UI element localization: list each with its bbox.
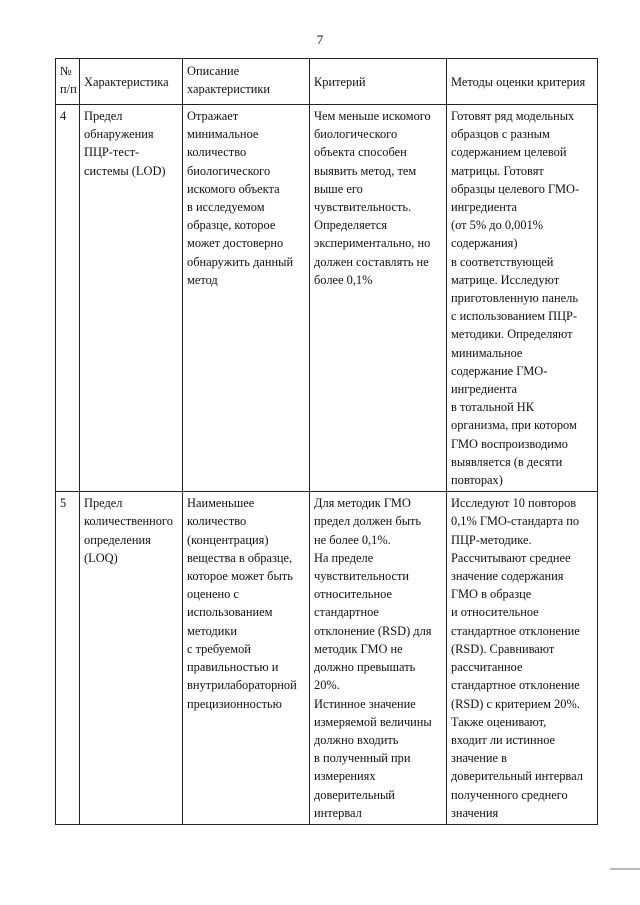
text-line: которое может быть: [187, 569, 293, 584]
text-line: интервал: [314, 805, 362, 820]
text-line: выше его: [314, 181, 363, 196]
text-line: биологического: [187, 163, 271, 178]
text-line: измеряемой величины: [314, 714, 432, 729]
text-line: 0,1% ГМО-стандарта по: [451, 514, 580, 529]
text-line: доверительный: [314, 787, 395, 802]
text-line: количественного: [84, 514, 173, 529]
table-header-row: [56, 59, 598, 105]
text-line: не более 0,1%.: [314, 532, 391, 547]
text-line: матрице. Исследуют: [451, 272, 560, 287]
text-line: внутрилабораторной: [187, 678, 297, 693]
text-line: полученного среднего: [451, 787, 568, 802]
text-line: рассчитанное: [451, 660, 523, 675]
text-line: методики: [187, 623, 238, 638]
text-line: методики. Определяют: [451, 327, 573, 342]
text-line: значения: [451, 805, 499, 820]
header-description: [183, 59, 310, 105]
text-line: вещества в образце,: [187, 550, 293, 565]
text-line: должно превышать: [314, 660, 416, 675]
text-line: должно входить: [314, 732, 399, 747]
text-line: характеристики: [187, 82, 271, 97]
text-line: минимальное: [187, 127, 259, 142]
text-line: объекта способен: [314, 145, 407, 160]
text-line: (LOQ): [84, 550, 118, 565]
table-row: [56, 105, 598, 492]
text-line: Предел: [84, 496, 123, 511]
text-line: ингредиента: [451, 200, 518, 215]
text-line: и относительное: [451, 605, 539, 620]
text-line: в соответствующей: [451, 254, 554, 269]
table-row: [56, 492, 598, 825]
text-line: с требуемой: [187, 641, 251, 656]
text-line: чувствительность.: [314, 200, 412, 215]
page-number: 7: [316, 32, 324, 47]
text-line: более 0,1%: [314, 272, 373, 287]
text-line: метод: [187, 272, 218, 287]
text-line: организма, при котором: [451, 418, 577, 433]
text-line: значение содержания: [451, 569, 564, 584]
text-line: Критерий: [314, 74, 366, 89]
text-line: методик ГМО не: [314, 641, 403, 656]
text-line: ГМО воспроизводимо: [451, 436, 568, 451]
text-line: с использованием ПЦР-: [451, 309, 578, 324]
text-line: стандартное: [314, 605, 379, 620]
text-line: ПЦР-тест-: [84, 145, 140, 160]
row-methods: [447, 105, 598, 492]
text-line: (RSD) с критерием 20%.: [451, 696, 580, 711]
text-line: чувствительности: [314, 569, 410, 584]
text-line: Определяется: [314, 218, 388, 233]
text-line: ГМО в образце: [451, 587, 532, 602]
text-line: в полученный при: [314, 751, 411, 766]
text-line: в исследуемом: [187, 200, 265, 215]
text-line: образцов с разным: [451, 127, 550, 142]
text-line: в тотальной НК: [451, 400, 535, 415]
text-line: отклонение (RSD) для: [314, 623, 432, 638]
header-criterion: [310, 59, 447, 105]
row-characteristic: [80, 105, 183, 492]
row-methods: [447, 492, 598, 825]
text-line: образце, которое: [187, 218, 276, 233]
header-num: [56, 59, 80, 105]
text-line: содержания): [451, 236, 518, 251]
text-line: приготовленную панель: [451, 291, 578, 306]
text-line: Методы оценки критерия: [451, 74, 586, 89]
text-line: стандартное отклонение: [451, 678, 580, 693]
text-line: искомого объекта: [187, 181, 280, 196]
text-line: выявить метод, тем: [314, 163, 417, 178]
text-line: матрицы. Готовят: [451, 163, 544, 178]
row-criterion: [310, 105, 447, 492]
text-line: экспериментально, но: [314, 236, 431, 251]
text-line: Готовят ряд модельных: [451, 109, 575, 123]
text-line: минимальное: [451, 345, 523, 360]
text-line: относительное: [314, 587, 392, 602]
text-line: количество: [187, 145, 247, 160]
text-line: определения: [84, 532, 151, 547]
text-line: измерениях: [314, 769, 376, 784]
text-line: системы (LOD): [84, 163, 166, 178]
row-characteristic: [80, 492, 183, 825]
text-line: Описание: [187, 64, 240, 78]
text-line: ингредиента: [451, 382, 518, 397]
text-line: №: [60, 64, 72, 78]
text-line: образцы целевого ГМО-: [451, 181, 580, 196]
text-line: На пределе: [314, 550, 374, 565]
text-line: прецизионностью: [187, 696, 282, 711]
header-methods: [447, 59, 598, 105]
scan-edge-mark: [610, 868, 640, 870]
text-line: предел должен быть: [314, 514, 422, 529]
text-line: обнаружить данный: [187, 254, 294, 269]
text-line: обнаружения: [84, 127, 154, 142]
text-line: (от 5% до 0,001%: [451, 218, 544, 233]
row-criterion: [310, 492, 447, 825]
text-line: (RSD). Сравнивают: [451, 641, 555, 656]
text-line: повторах): [451, 473, 503, 488]
text-line: стандартное отклонение: [451, 623, 580, 638]
text-line: содержание ГМО-: [451, 363, 548, 378]
text-line: правильностью и: [187, 660, 279, 675]
row-num: 4: [56, 105, 80, 492]
text-line: использованием: [187, 605, 273, 620]
text-line: Исследуют 10 повторов: [451, 496, 577, 511]
row-num: 5: [56, 492, 80, 825]
text-line: Чем меньше искомого: [314, 109, 431, 123]
text-line: Предел: [84, 109, 123, 123]
row-description: [183, 105, 310, 492]
text-line: (концентрация): [187, 532, 269, 547]
text-line: Отражает: [187, 109, 239, 123]
text-line: Также оценивают,: [451, 714, 547, 729]
text-line: Наименьшее: [187, 496, 255, 511]
text-line: значение в: [451, 751, 507, 766]
text-line: содержанием целевой: [451, 145, 567, 160]
text-line: Рассчитывают среднее: [451, 550, 571, 565]
text-line: должен составлять не: [314, 254, 429, 269]
text-line: Характеристика: [84, 74, 169, 89]
text-line: может достоверно: [187, 236, 284, 251]
text-line: количество: [187, 514, 247, 529]
text-line: доверительный интервал: [451, 769, 583, 784]
text-line: п/п: [60, 82, 77, 97]
text-line: оценено с: [187, 587, 239, 602]
text-line: ПЦР-методике.: [451, 532, 532, 547]
text-line: выявляется (в десяти: [451, 454, 563, 469]
text-line: Для методик ГМО: [314, 496, 411, 511]
text-line: 20%.: [314, 678, 340, 693]
text-line: входит ли истинное: [451, 732, 556, 747]
header-characteristic: [80, 59, 183, 105]
characteristics-table: [55, 58, 598, 825]
row-description: [183, 492, 310, 825]
text-line: Истинное значение: [314, 696, 416, 711]
text-line: биологического: [314, 127, 398, 142]
